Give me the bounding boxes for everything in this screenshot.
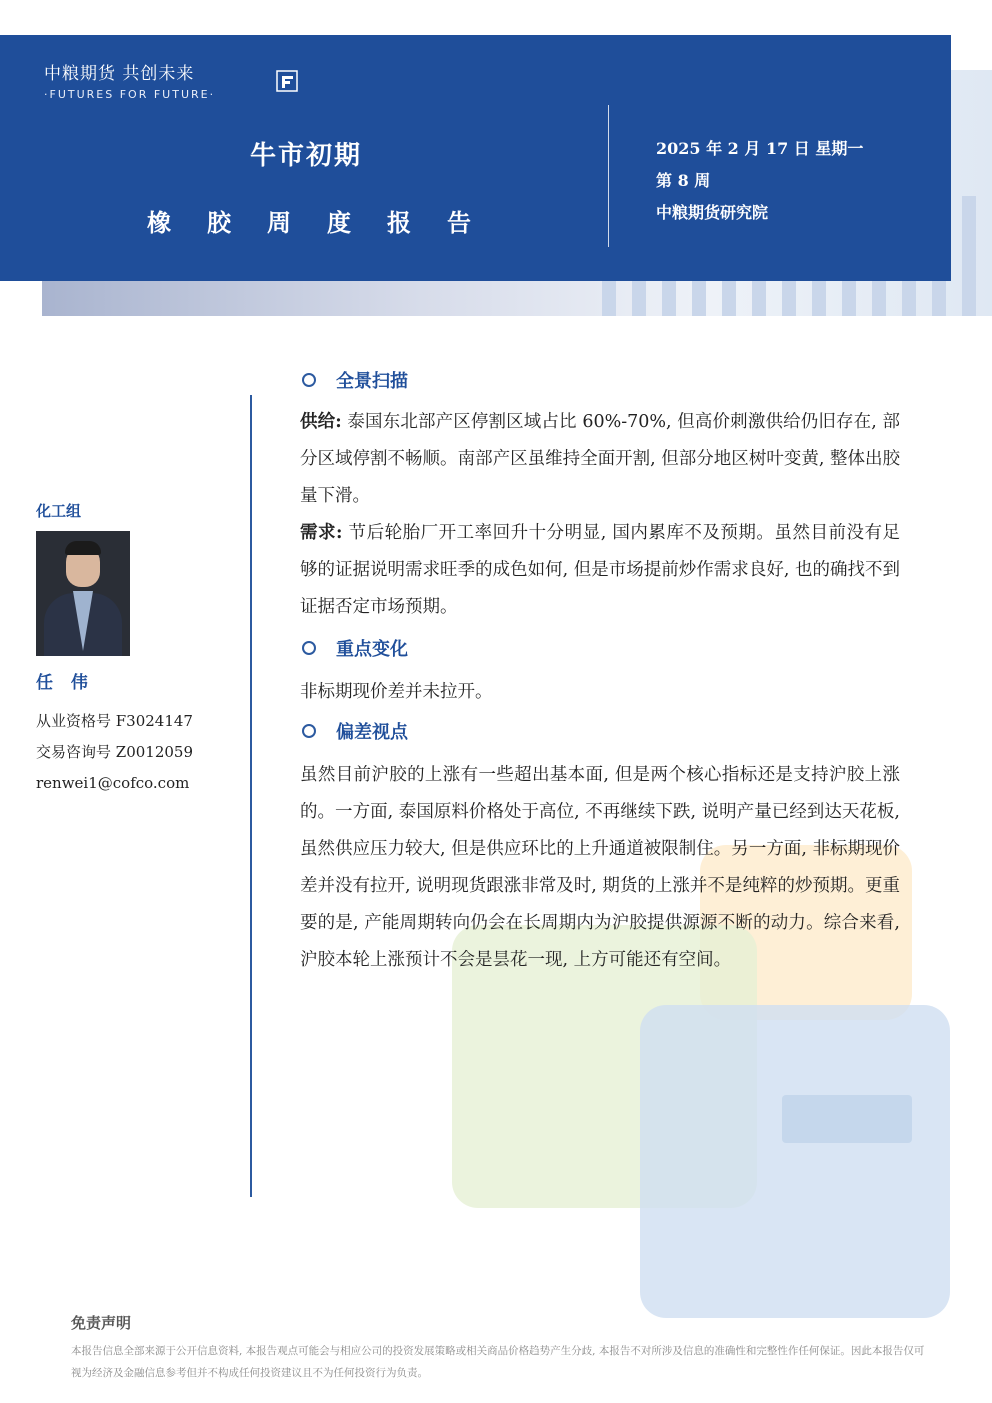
analyst-email[interactable]: renwei1@cofco.com <box>36 774 190 792</box>
report-meta <box>656 133 863 229</box>
decorative-block-inner <box>782 1095 912 1143</box>
demand-text: 节后轮胎厂开工率回升十分明显, 国内累库不及预期。虽然目前没有足够的证据说明需求旺季的成色如何, 但是市场提前炒作需求良好, 也的确找不到证据否定市场预期。 <box>300 523 900 617</box>
demand-paragraph <box>300 515 900 626</box>
analyst-photo <box>36 531 130 656</box>
bias-view-text: 虽然目前沪胶的上涨有一些超出基本面, 但是两个核心指标还是支持沪胶上涨的。一方面, 泰国原料价格处于高位, 不再继续下跌, 说明产量已经到达天花板, 虽然供应压力较大, 但是供应环比的上升通道被限制住。另一方面, 非标期现价差并没有拉开, 说明现货跟涨非常及时, 期货的上涨并不是纯粹的炒预期。更重要的是, 产能周期转向仍会在长周期内为沪胶提供源源不断的动力。综合来看, 沪胶本轮上涨预计不会是昙花一现, 上方可能还有空间。 <box>300 765 900 970</box>
logo-en-text: ·FUTURES FOR FUTURE· <box>44 88 216 101</box>
demand-label: 需求: <box>300 523 343 543</box>
analyst-name: 任 伟 <box>36 673 94 693</box>
report-institute: 中粮期货研究院 <box>656 203 769 222</box>
section-title: 全景扫描 <box>336 371 408 392</box>
analyst-qualification: 从业资格号 F3024147 <box>36 712 193 730</box>
section-header-overview <box>300 366 900 394</box>
supply-text: 泰国东北部产区停割区域占比 60%-70%, 但高价刺激供给仍旧存在, 部分区域停割不畅顺。南部产区虽维持全面开割, 但部分地区树叶变黄, 整体出胶量下滑。 <box>300 412 900 506</box>
report-date: 2025 年 2 月 17 日 星期一 <box>656 139 864 158</box>
bullet-icon <box>302 641 316 655</box>
key-change-text: 非标期现价差并未拉开。 <box>300 682 493 702</box>
header-divider <box>608 105 609 247</box>
sidebar-divider <box>250 395 252 1197</box>
section-header-key-change <box>300 634 900 662</box>
supply-paragraph <box>300 404 900 515</box>
supply-label: 供给: <box>300 412 342 432</box>
analyst-credentials <box>36 706 193 799</box>
logo-cn-text: 中粮期货 共创未来 <box>44 64 195 84</box>
report-subtitle: 橡胶周度报告 <box>147 208 507 237</box>
bullet-icon <box>302 373 316 387</box>
decorative-block-blue <box>640 1005 950 1318</box>
section-header-bias-view <box>300 717 900 745</box>
report-body <box>300 366 900 979</box>
report-week: 第 8 周 <box>656 171 711 190</box>
bullet-icon <box>302 724 316 738</box>
report-title: 牛市初期 <box>250 141 363 171</box>
disclaimer-title: 免责声明 <box>71 1314 132 1332</box>
analyst-group: 化工组 <box>36 502 82 520</box>
disclaimer-text: 本报告信息全部来源于公开信息资料, 本报告观点可能会与相应公司的投资发展策略或相关商品价格趋势产生分歧, 本报告不对所涉及信息的准确性和完整性作任何保证。因此本报告仅可视为经济及金融信息参考但并不构成任何投资建议且不为任何投资行为负责。 <box>71 1345 925 1379</box>
section-title: 偏差视点 <box>336 722 408 743</box>
company-logo <box>44 59 215 101</box>
analyst-consulting-number: 交易咨询号 Z0012059 <box>36 743 193 761</box>
report-header <box>0 35 951 281</box>
section-title: 重点变化 <box>336 639 408 660</box>
logo-mark-icon <box>276 70 298 92</box>
